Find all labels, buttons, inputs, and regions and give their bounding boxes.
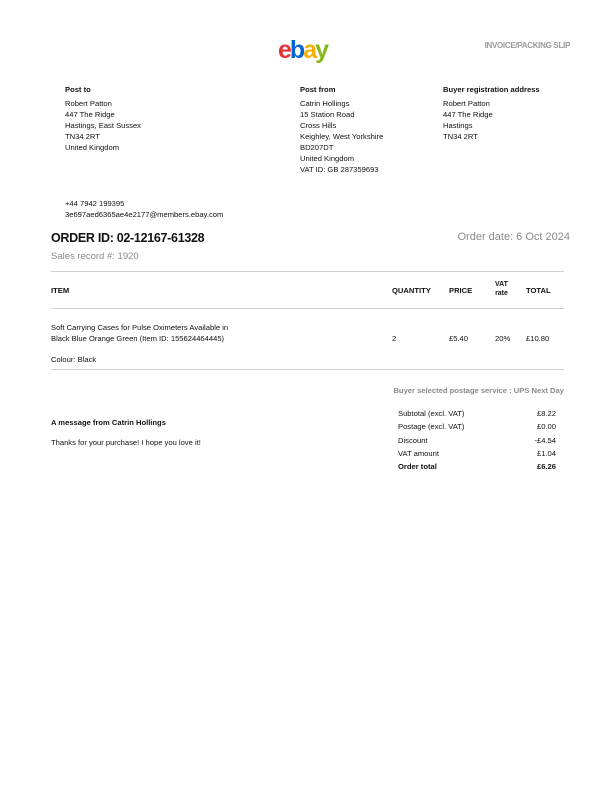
post-from-address (300, 84, 383, 175)
postage-service-label: Buyer selected postage service : (393, 386, 512, 395)
buyer-contact (65, 198, 223, 220)
sales-record: Sales record #: 1920 (51, 251, 139, 262)
totals-row-postage (398, 420, 556, 433)
totals-row-subtotal (398, 407, 556, 420)
totals-value: -£4.54 (534, 435, 556, 445)
item-total: £10.80 (526, 334, 550, 343)
totals-label: Order total (398, 462, 437, 472)
totals-row-order-total (398, 460, 556, 473)
totals-label: Subtotal (excl. VAT) (398, 409, 465, 418)
totals-label: Discount (398, 435, 428, 445)
item-title-line: Black Blue Orange Green (Item ID: 155624464445) (51, 334, 225, 343)
address-line: TN34 2RT (65, 132, 100, 141)
seller-message-heading: A message from Catrin Hollings (51, 418, 166, 427)
table-top-divider (51, 271, 564, 272)
buyer-email: 3e697aed6365ae4e2177@members.ebay.com (65, 210, 224, 219)
item-quantity: 2 (392, 334, 397, 343)
address-line: TN34 2RT (443, 132, 478, 141)
address-line: United Kingdom (300, 154, 355, 163)
order-id: ORDER ID: 02-12167-61328 (51, 231, 205, 245)
table-bottom-divider (51, 369, 564, 370)
address-line: Hastings (443, 121, 473, 130)
totals-row-vat (398, 447, 556, 460)
post-to-address (65, 84, 141, 153)
ebay-logo: ebay (278, 36, 327, 64)
vat-header-line: VAT (495, 281, 508, 288)
address-line: 15 Station Road (300, 110, 355, 119)
item-price: £5.40 (449, 334, 469, 343)
column-header-price: PRICE (449, 286, 473, 295)
address-line: Catrin Hollings (300, 99, 350, 108)
address-line: Hastings, East Sussex (65, 121, 141, 130)
column-header-total: TOTAL (526, 286, 551, 295)
buyer-registration-heading: Buyer registration address (443, 85, 540, 94)
address-line: Keighley, West Yorkshire (300, 132, 384, 141)
address-line: Robert Patton (65, 99, 112, 108)
totals-value: £8.22 (536, 409, 556, 418)
address-line: Cross Hills (300, 121, 337, 130)
postage-service (393, 386, 564, 395)
column-header-item: ITEM (51, 286, 70, 295)
address-line: BD207DT (300, 143, 334, 152)
column-header-vat-rate (495, 280, 508, 298)
item-description (51, 322, 381, 344)
order-date: Order date: 6 Oct 2024 (457, 231, 570, 243)
order-totals (398, 407, 556, 473)
totals-value: £1.04 (536, 448, 556, 458)
document-title: INVOICE/PACKING SLIP (484, 41, 570, 50)
address-line: 447 The Ridge (443, 110, 493, 119)
totals-row-discount (398, 434, 556, 447)
address-line: Robert Patton (443, 99, 490, 108)
totals-label: VAT amount (398, 448, 439, 458)
post-to-heading: Post to (65, 85, 91, 94)
totals-value: £0.00 (536, 422, 556, 432)
vat-id: VAT ID: GB 287359693 (300, 165, 379, 174)
totals-label: Postage (excl. VAT) (398, 422, 465, 432)
column-header-quantity: QUANTITY (392, 286, 431, 295)
post-from-heading: Post from (300, 85, 336, 94)
totals-value: £6.26 (536, 462, 556, 472)
buyer-registration-address (443, 84, 540, 142)
vat-header-line: rate (495, 290, 508, 297)
item-variant: Colour: Black (51, 355, 97, 364)
item-title-line: Soft Carrying Cases for Pulse Oximeters Available in (51, 323, 229, 332)
buyer-phone: +44 7942 199395 (65, 199, 125, 208)
item-vat-rate: 20% (495, 334, 511, 343)
table-header-divider (51, 308, 564, 309)
seller-message-body: Thanks for your purchase! I hope you love it! (51, 438, 201, 447)
address-line: United Kingdom (65, 143, 120, 152)
postage-service-value: UPS Next Day (513, 386, 564, 395)
address-line: 447 The Ridge (65, 110, 115, 119)
